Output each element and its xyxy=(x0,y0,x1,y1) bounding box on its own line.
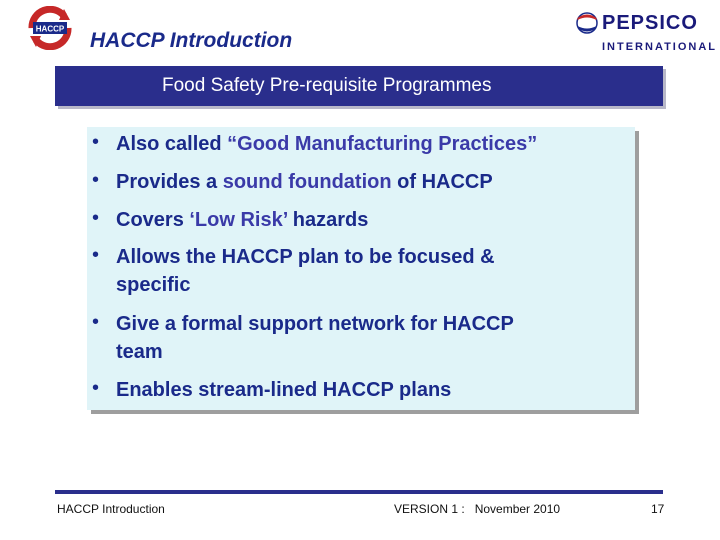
bullet-item-5-line-1: Give a formal support network for HACCP xyxy=(116,313,514,335)
bullet-1-highlight: “Good Manufacturing Practices” xyxy=(227,133,538,155)
footer-title: HACCP Introduction xyxy=(57,502,165,516)
haccp-logo xyxy=(24,6,76,50)
bullet-marker: • xyxy=(92,311,100,333)
footer-rule xyxy=(55,490,663,494)
bullet-item-5-line-2: team xyxy=(116,341,163,363)
bullet-3-highlight: ‘Low Risk’ xyxy=(189,209,288,231)
bullet-3-text: Covers xyxy=(116,209,190,231)
bullet-item-6: Enables stream-lined HACCP plans xyxy=(116,379,452,401)
pepsico-logo xyxy=(572,8,718,58)
bullet-1-text: Also called xyxy=(116,133,228,155)
footer-version: VERSION 1 : November 2010 xyxy=(394,502,561,516)
bullet-marker: • xyxy=(92,169,100,191)
bullet-item-1 xyxy=(116,130,537,158)
brand-name: PEPSICO xyxy=(602,12,698,34)
bullet-item-4-line-1: Allows the HACCP plan to be focused & xyxy=(116,246,495,268)
haccp-logo-text: HACCP xyxy=(35,24,65,34)
bullet-marker: • xyxy=(92,207,100,229)
banner-title: Food Safety Pre-requisite Programmes xyxy=(162,75,492,96)
page-number: 17 xyxy=(651,502,665,516)
section-banner xyxy=(55,66,663,106)
bullet-marker: • xyxy=(92,377,100,399)
bullet-marker: • xyxy=(92,131,100,153)
bullet-item-3 xyxy=(116,206,368,234)
bullet-2-text: Provides a xyxy=(116,171,223,193)
bullet-item-4-line-2: specific xyxy=(116,274,191,296)
pepsi-globe-icon xyxy=(576,12,598,34)
bullet-marker: • xyxy=(92,244,100,266)
brand-subtitle: INTERNATIONAL xyxy=(602,41,718,53)
bullet-2-text-end: of HACCP xyxy=(391,171,493,193)
bullet-2-highlight: sound foundation xyxy=(222,171,392,193)
bullet-item-2 xyxy=(116,168,493,196)
bullet-3-text-end: hazards xyxy=(287,209,369,231)
slide-title: HACCP Introduction xyxy=(90,29,293,52)
